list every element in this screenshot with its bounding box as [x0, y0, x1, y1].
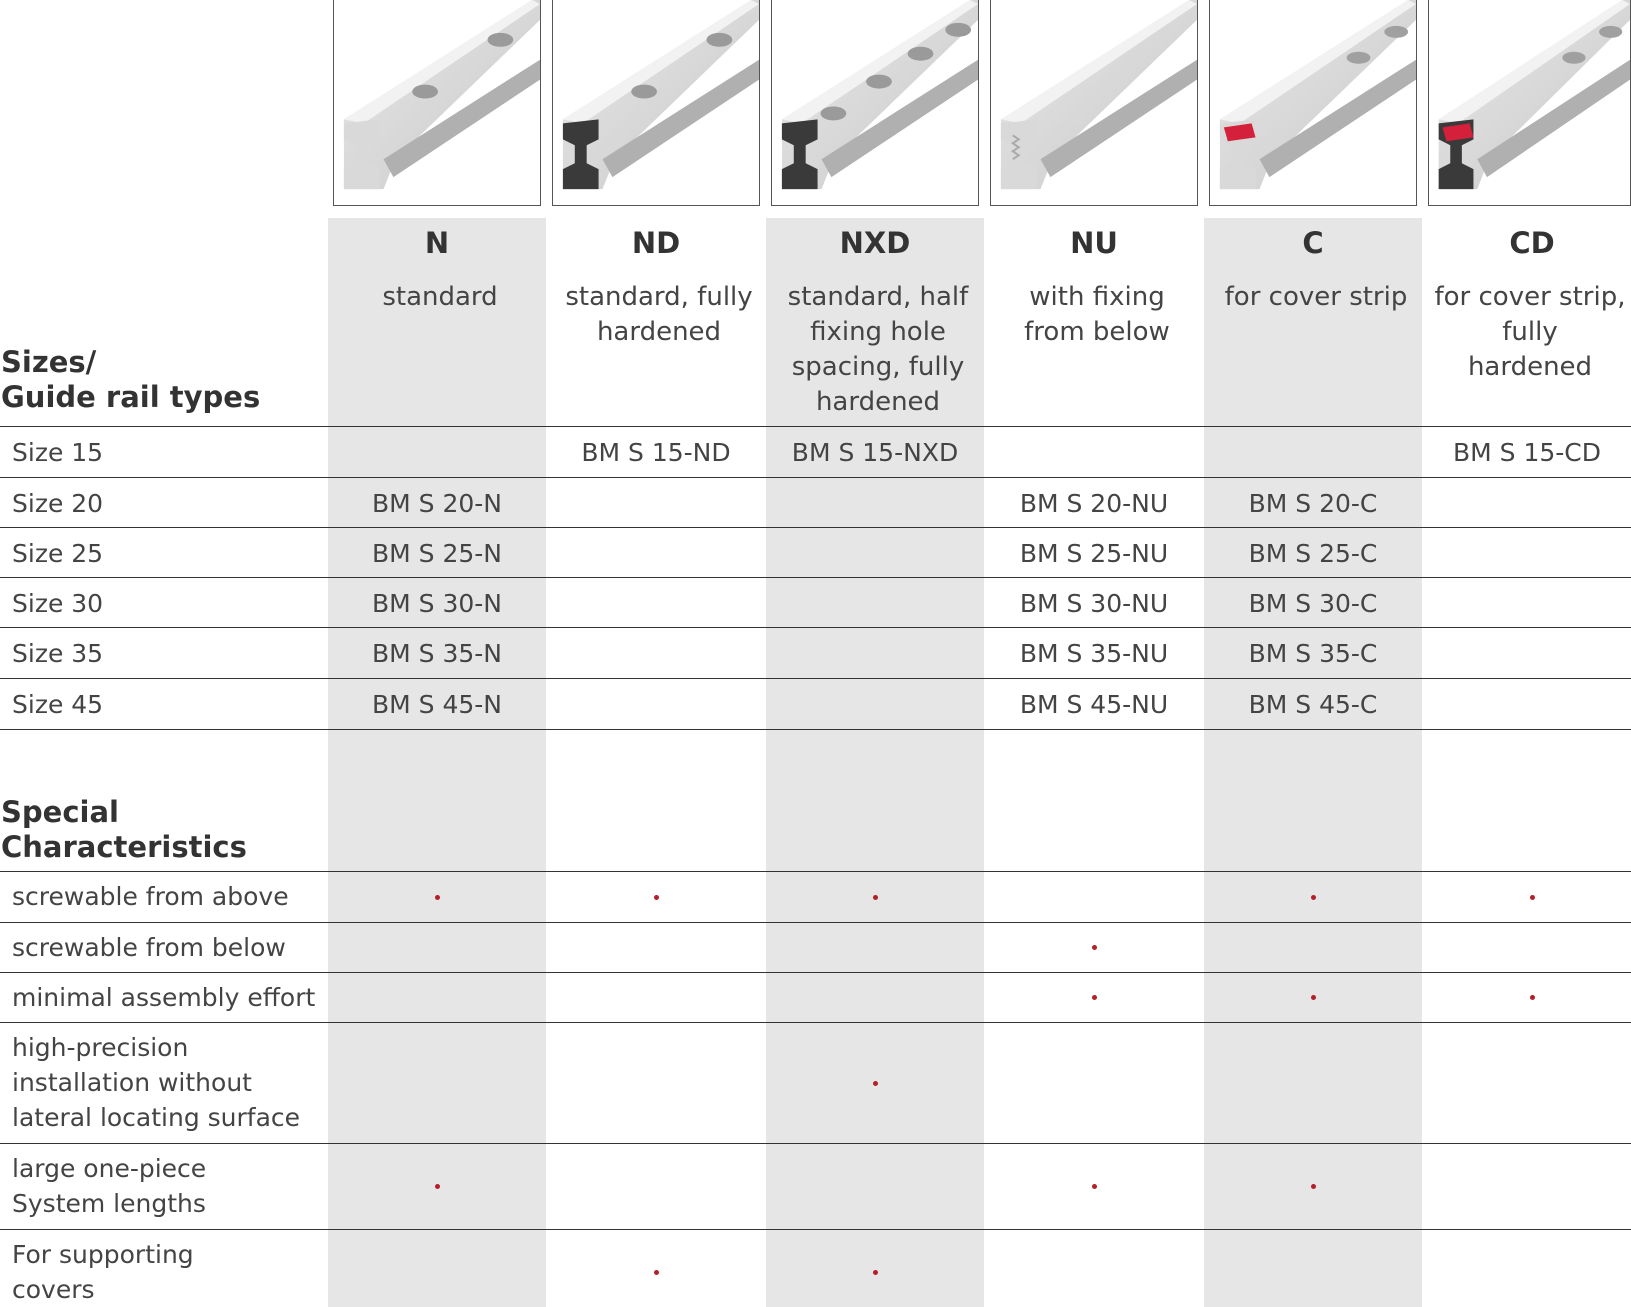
size-cell: BM S 45-N [371, 690, 503, 719]
column-code: ND [631, 226, 681, 260]
column-code: CD [1509, 226, 1555, 260]
size-cell: BM S 25-C [1248, 538, 1378, 568]
rail-image-cd [1428, 0, 1631, 206]
characteristic-dot [1530, 895, 1535, 900]
size-cell: BM S 20-N [371, 488, 503, 518]
characteristic-label: For supporting covers [12, 1240, 194, 1304]
size-row-label: Size 45 [12, 690, 104, 719]
row-divider [0, 527, 1631, 528]
size-cell: BM S 45-C [1248, 690, 1378, 719]
size-cell: BM S 30-NU [1019, 588, 1169, 618]
size-cell: BM S 20-C [1248, 488, 1378, 518]
size-cell: BM S 15-ND [581, 438, 731, 467]
size-cell: BM S 30-N [371, 588, 503, 618]
column-code: C [1302, 226, 1324, 260]
characteristic-dot [1311, 995, 1316, 1000]
size-row-label: Size 15 [12, 438, 104, 467]
rail-image-nxd [771, 0, 979, 206]
characteristic-label: high-precision installation without lateral locating surface [12, 1033, 301, 1132]
column-description: with fixing from below [1024, 282, 1170, 347]
size-cell: BM S 20-NU [1019, 488, 1169, 518]
size-cell: BM S 35-N [371, 639, 503, 668]
column-code: N [424, 226, 450, 260]
column-description: standard, fully hardened [565, 282, 753, 347]
size-cell: BM S 25-NU [1019, 538, 1169, 568]
characteristic-label: large one-piece System lengths [12, 1154, 207, 1218]
characteristic-dot [1092, 1184, 1097, 1189]
size-cell: BM S 45-NU [1019, 690, 1169, 719]
rail-image-nu [990, 0, 1198, 206]
rail-image-c [1209, 0, 1417, 206]
characteristic-dot [1092, 995, 1097, 1000]
row-divider [0, 729, 1631, 730]
column-code: NXD [839, 226, 911, 260]
column-description: standard, half fixing hole spacing, fully hardened [787, 282, 969, 417]
characteristic-dot [873, 1081, 878, 1086]
characteristic-dot [435, 1184, 440, 1189]
characteristic-dot [654, 1270, 659, 1275]
characteristic-dot [1092, 945, 1097, 950]
size-row-label: Size 25 [12, 538, 104, 568]
characteristic-dot [873, 1270, 878, 1275]
column-description: standard [382, 282, 498, 312]
row-divider [0, 871, 1631, 872]
row-divider [0, 678, 1631, 679]
size-row-label: Size 20 [12, 488, 104, 518]
size-cell: BM S 25-N [371, 538, 503, 568]
size-cell: BM S 15-NXD [791, 438, 959, 467]
row-divider [0, 627, 1631, 628]
characteristic-dot [1311, 1184, 1316, 1189]
rail-image-nd [552, 0, 760, 206]
size-row-label: Size 35 [12, 639, 104, 668]
size-cell: BM S 35-C [1248, 639, 1378, 668]
characteristic-label: screwable from below [12, 933, 286, 962]
row-divider [0, 477, 1631, 478]
row-divider [0, 577, 1631, 578]
row-divider [0, 1143, 1631, 1144]
characteristic-dot [873, 895, 878, 900]
characteristic-dot [654, 895, 659, 900]
characteristic-dot [1530, 995, 1535, 1000]
size-cell: BM S 15-CD [1452, 438, 1602, 467]
characteristic-label: screwable from above [12, 882, 289, 911]
characteristic-dot [1311, 895, 1316, 900]
size-cell: BM S 30-C [1248, 588, 1378, 618]
row-divider [0, 972, 1631, 973]
column-description: for cover strip, fully hardened [1434, 282, 1626, 382]
row-divider [0, 1229, 1631, 1230]
size-cell: BM S 35-NU [1019, 639, 1169, 668]
characteristic-label: minimal assembly effort [12, 983, 316, 1012]
column-code: NU [1070, 226, 1118, 260]
characteristic-dot [435, 895, 440, 900]
rail-image-n [333, 0, 541, 206]
column-description: for cover strip [1224, 282, 1408, 312]
sizes-section-title: Sizes/ Guide rail types [1, 345, 261, 414]
row-divider [0, 426, 1631, 427]
row-divider [0, 922, 1631, 923]
size-row-label: Size 30 [12, 588, 104, 618]
row-divider [0, 1022, 1631, 1023]
special-characteristics-title: Special Characteristics [1, 795, 247, 864]
